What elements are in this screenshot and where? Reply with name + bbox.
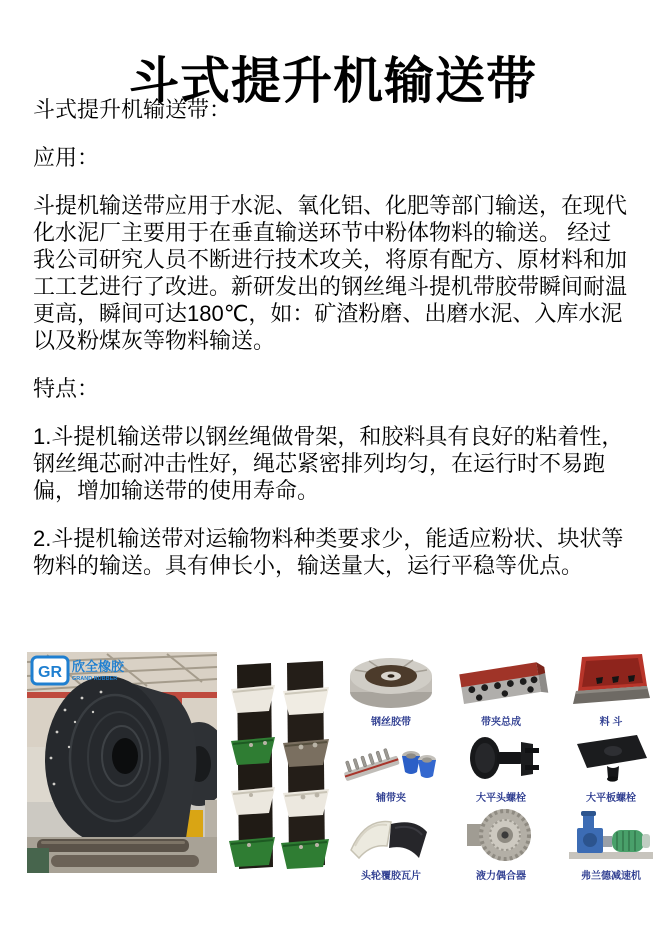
intro-heading: 斗式提升机输送带： — [33, 97, 232, 122]
bucket-display-image — [225, 655, 333, 875]
part-item-hopper — [556, 652, 666, 730]
brand-name-cn: 欣全橡胶 — [72, 659, 125, 674]
brand-name-en: GRAND RUBBER — [72, 676, 118, 682]
part-item-flat-plate-bolt — [556, 730, 666, 806]
part-label: 带夹总成 — [481, 717, 521, 728]
part-label: 辅带夹 — [376, 793, 406, 804]
part-label: 钢丝胶带 — [371, 717, 411, 728]
part-item-steel-wire-belt — [336, 652, 446, 730]
application-heading: 应用： — [33, 145, 100, 170]
features-heading: 特点： — [33, 376, 100, 401]
belt-roll-photo-image — [27, 652, 217, 873]
part-item-rubber-tiles — [336, 806, 446, 884]
bucket-display-photo — [225, 655, 333, 875]
part-label: 大平板螺栓 — [586, 793, 636, 804]
part-item-aux-belt-clamp — [336, 730, 446, 806]
flat-plate-bolt-image — [565, 730, 657, 786]
feature-item-1: 1.斗提机输送带以钢丝绳做骨架，和胶料具有良好的粘着性，钢丝绳芯耐冲击性好，绳芯紧密排列均匀，在运行时不易跑偏，增加输送带的使用寿命。 — [33, 424, 624, 503]
part-label: 料 斗 — [599, 717, 623, 728]
belt-clamp-assembly-image — [453, 652, 549, 710]
part-item-flender-reducer — [556, 806, 666, 884]
steel-wire-belt-image — [345, 652, 437, 710]
part-label: 液力偶合器 — [476, 871, 526, 882]
brand-logo — [32, 657, 125, 684]
hydraulic-coupler-image — [455, 806, 547, 864]
flat-head-bolt-image — [455, 732, 547, 786]
gr-logo-icon: GR — [38, 664, 62, 681]
part-label: 大平头螺栓 — [476, 793, 526, 804]
rubber-tiles-image — [343, 812, 439, 864]
feature-item-2: 2.斗提机输送带对运输物料种类要求少，能适应粉状、块状等物料的输送。具有伸长小，输送量大，运行平稳等优点。 — [33, 526, 624, 578]
belt-roll-photo — [27, 652, 217, 873]
part-item-hydraulic-coupler — [446, 806, 556, 884]
page-title: 斗式提升机输送带 — [129, 52, 537, 109]
part-item-flat-head-bolt — [446, 730, 556, 806]
parts-grid — [336, 652, 666, 882]
part-label: 头轮覆胶瓦片 — [361, 871, 421, 882]
application-paragraph: 斗提机输送带应用于水泥、氧化铝、化肥等部门输送，在现代化水泥厂主要用于在垂直输送环节中粉体物料的输送。 经过我公司研究人员不断进行技术攻关，将原有配方、原材料和加工工艺进行了改进。新研发出的钢丝绳斗提机带胶带瞬间耐温更高，瞬间可达180℃，如：矿渣粉磨、出磨水泥、入库水泥以及粉煤灰等物料输送。 — [33, 193, 628, 353]
hopper-image — [566, 652, 656, 710]
part-item-belt-clamp-assembly — [446, 652, 556, 730]
part-label: 弗兰德减速机 — [581, 871, 641, 882]
flender-reducer-image — [563, 806, 659, 864]
aux-belt-clamp-image — [341, 734, 441, 786]
product-gallery — [0, 650, 666, 882]
product-article — [33, 96, 633, 600]
